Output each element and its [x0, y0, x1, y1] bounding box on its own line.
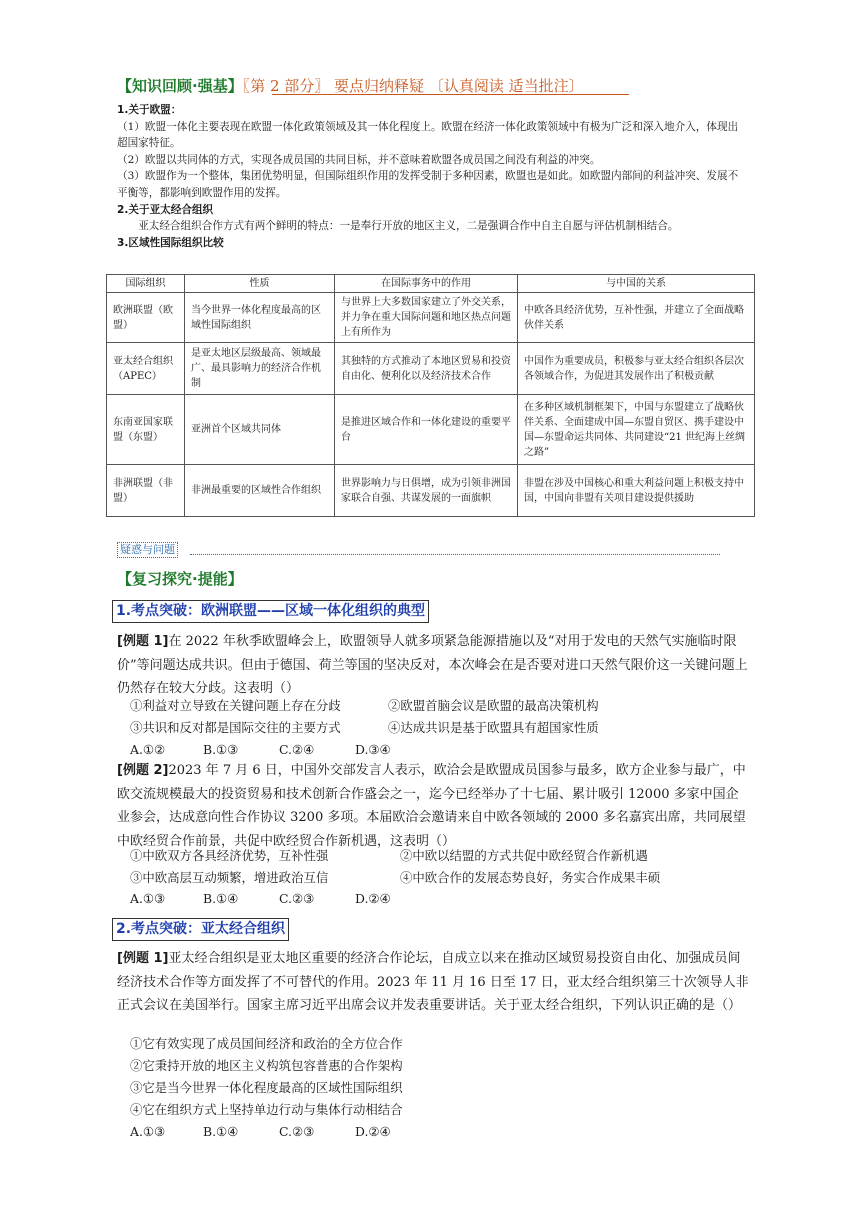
notes-label: 疑惑与问题 — [117, 542, 178, 558]
table-row — [107, 465, 755, 517]
heading-eu: 1.关于欧盟： — [117, 104, 182, 116]
section-subtitle: 〖第 2 部分〗 要点归纳释疑 〔认真阅读 适当批注〕 — [242, 77, 584, 95]
statement-2: ②它秉持开放的地区主义构筑包容普惠的合作架构 — [130, 1058, 403, 1073]
column-header: 性质 — [185, 275, 335, 293]
knowledge-review — [117, 102, 747, 251]
table-header-row — [107, 275, 755, 293]
question-stem: 亚太经合组织是亚太地区重要的经济合作论坛，自成立以来在推动区域贸易投资自由化、加强成员间经济技术合作等方面发挥了不可替代的作用。2023 年 11 月 16 日至 17 日，亚太经合组织第三十次领导人非正式会议在美国举行。国家主席习近平出席会议并发表重要讲话。关于亚太经合组织，下列认识正确的是（） — [117, 951, 749, 1013]
statement-1: ①它有效实现了成员国间经济和政治的全方位合作 — [130, 1036, 403, 1051]
eu-point-1: （1）欧盟一体化主要表现在欧盟一体化政策领域及其一体化程度上。欧盟在经济一体化政策领域中有极为广泛和深入地介入，体现出超国家特征。 — [117, 120, 739, 150]
eu-point-2: （2）欧盟以共同体的方式，实现各成员国的共同目标，并不意味着欧盟各成员国之间没有利益的冲突。 — [117, 153, 601, 166]
table-cell: 非洲联盟（非盟） — [107, 465, 185, 517]
choice-d[interactable]: D.②④ — [355, 891, 391, 906]
question-1 — [117, 630, 749, 701]
question-label: [例题 1] — [117, 951, 169, 966]
choice-a[interactable]: A.①② — [130, 742, 166, 757]
statement-2: ②中欧以结盟的方式共促中欧经贸合作新机遇 — [400, 848, 648, 863]
statement-1: ①利益对立导致在关键问题上存在分歧 — [130, 698, 341, 713]
question-label: [例题 1] — [117, 634, 169, 649]
table-cell: 非洲最重要的区域性合作组织 — [185, 465, 335, 517]
question-label: [例题 2] — [117, 763, 169, 778]
heading-compare: 3.区域性国际组织比较 — [117, 236, 224, 249]
table-cell: 东南亚国家联盟（东盟） — [107, 395, 185, 465]
table-cell: 中国作为重要成员，积极参与亚太经合组织各层次各领域合作，为促进其发展作出了积极贡献 — [518, 343, 755, 395]
choice-d[interactable]: D.③④ — [355, 742, 391, 757]
table-cell: 当今世界一体化程度最高的区域性国际组织 — [185, 293, 335, 343]
question-stem: 在 2022 年秋季欧盟峰会上，欧盟领导人就多项紧急能源措施以及“对用于发电的天然气实施临时限价”等问题达成共识。但由于德国、荷兰等国的坚决反对，本次峰会在是否要对进口天然气限价这一关键问题上仍然存在较大分歧。这表明（） — [117, 634, 748, 696]
header-underline — [272, 94, 629, 95]
topic-heading: 2.考点突破：亚太经合组织 — [112, 918, 289, 941]
table-row — [107, 293, 755, 343]
table-cell: 亚洲首个区域共同体 — [185, 395, 335, 465]
statement-4: ④中欧合作的发展态势良好，务实合作成果丰硕 — [400, 870, 661, 885]
column-header: 与中国的关系 — [518, 275, 755, 293]
eu-point-3: （3）欧盟作为一个整体，集团优势明显，但国际组织作用的发挥受制于多种因素，欧盟也是如此。如欧盟内部间的利益冲突、发展不平衡等，都影响到欧盟作用的发挥。 — [117, 170, 739, 199]
statement-4: ④达成共识是基于欧盟具有超国家性质 — [388, 720, 599, 735]
statement-3: ③共识和反对都是国际交往的主要方式 — [130, 720, 341, 735]
choice-d[interactable]: D.②④ — [355, 1124, 391, 1139]
table-cell: 亚太经合组织（APEC） — [107, 343, 185, 395]
statement-1: ①中欧双方各具经济优势，互补性强 — [130, 848, 329, 863]
question-2 — [117, 759, 749, 853]
table-cell: 在多种区域机制框架下，中国与东盟建立了战略伙伴关系、全面建成中国—东盟自贸区、携手建设中国—东盟命运共同体、共同建设“21 世纪海上丝绸之路” — [518, 395, 755, 465]
topic-heading: 1.考点突破：欧洲联盟——区域一体化组织的典型 — [112, 600, 429, 623]
choice-b[interactable]: B.①④ — [203, 1124, 239, 1139]
statement-2: ②欧盟首脑会议是欧盟的最高决策机构 — [388, 698, 599, 713]
choice-b[interactable]: B.①③ — [203, 742, 239, 757]
table-row — [107, 343, 755, 395]
comparison-table — [106, 274, 755, 517]
table-cell: 非盟在涉及中国核心和重大利益问题上积极支持中国，中国向非盟有关项目建设提供援助 — [518, 465, 755, 517]
table-cell: 世界影响力与日俱增，成为引领非洲国家联合自强、共谋发展的一面旗帜 — [335, 465, 518, 517]
statement-4: ④它在组织方式上坚持单边行动与集体行动相结合 — [130, 1102, 403, 1117]
choice-c[interactable]: C.②④ — [279, 742, 315, 757]
choice-a[interactable]: A.①③ — [130, 891, 166, 906]
question-3 — [117, 947, 749, 1018]
table-cell: 是亚太地区层级最高、领域最广、最具影响力的经济合作机制 — [185, 343, 335, 395]
table-cell: 欧洲联盟（欧盟） — [107, 293, 185, 343]
table-cell: 与世界上大多数国家建立了外交关系，并力争在重大国际问题和地区热点问题上有所作为 — [335, 293, 518, 343]
heading-apec: 2.关于亚太经合组织 — [117, 203, 214, 216]
choice-a[interactable]: A.①③ — [130, 1124, 166, 1139]
question-stem: 2023 年 7 月 6 日，中国外交部发言人表示，欧洽会是欧盟成员国参与最多，欧方企业参与最广，中欧交流规模最大的投资贸易和技术创新合作盛会之一，迄今已经举办了十七届、累计吸引 12000 多家中国企业参会，达成意向性合作协议 3200 多项。本届欧洽会邀请来自中欧各领域的 2000 多名嘉宾出席，共同展望中欧经贸合作前景，共促中欧经贸合作新机遇，这表明（） — [117, 763, 746, 849]
section-title: 【知识回顾·强基】 — [117, 77, 243, 95]
table-row — [107, 395, 755, 465]
column-header: 国际组织 — [107, 275, 185, 293]
table-cell: 中欧各具经济优势，互补性强，并建立了全面战略伙伴关系 — [518, 293, 755, 343]
section-header — [117, 75, 629, 95]
statement-3: ③中欧高层互动频繁，增进政治互信 — [130, 870, 329, 885]
statement-3: ③它是当今世界一体化程度最高的区域性国际组织 — [130, 1080, 403, 1095]
table-cell: 是推进区域合作和一体化建设的重要平台 — [335, 395, 518, 465]
notes-line[interactable] — [190, 554, 720, 555]
choice-c[interactable]: C.②③ — [279, 1124, 315, 1139]
column-header: 在国际事务中的作用 — [335, 275, 518, 293]
choice-c[interactable]: C.②③ — [279, 891, 315, 906]
table-cell: 其独特的方式推动了本地区贸易和投资自由化、便利化以及经济技术合作 — [335, 343, 518, 395]
choice-b[interactable]: B.①④ — [203, 891, 239, 906]
apec-point: 亚太经合组织合作方式有两个鲜明的特点：一是奉行开放的地区主义，二是强调合作中自主自愿与评估机制相结合。 — [138, 220, 679, 233]
section-title: 【复习探究·提能】 — [117, 570, 243, 588]
